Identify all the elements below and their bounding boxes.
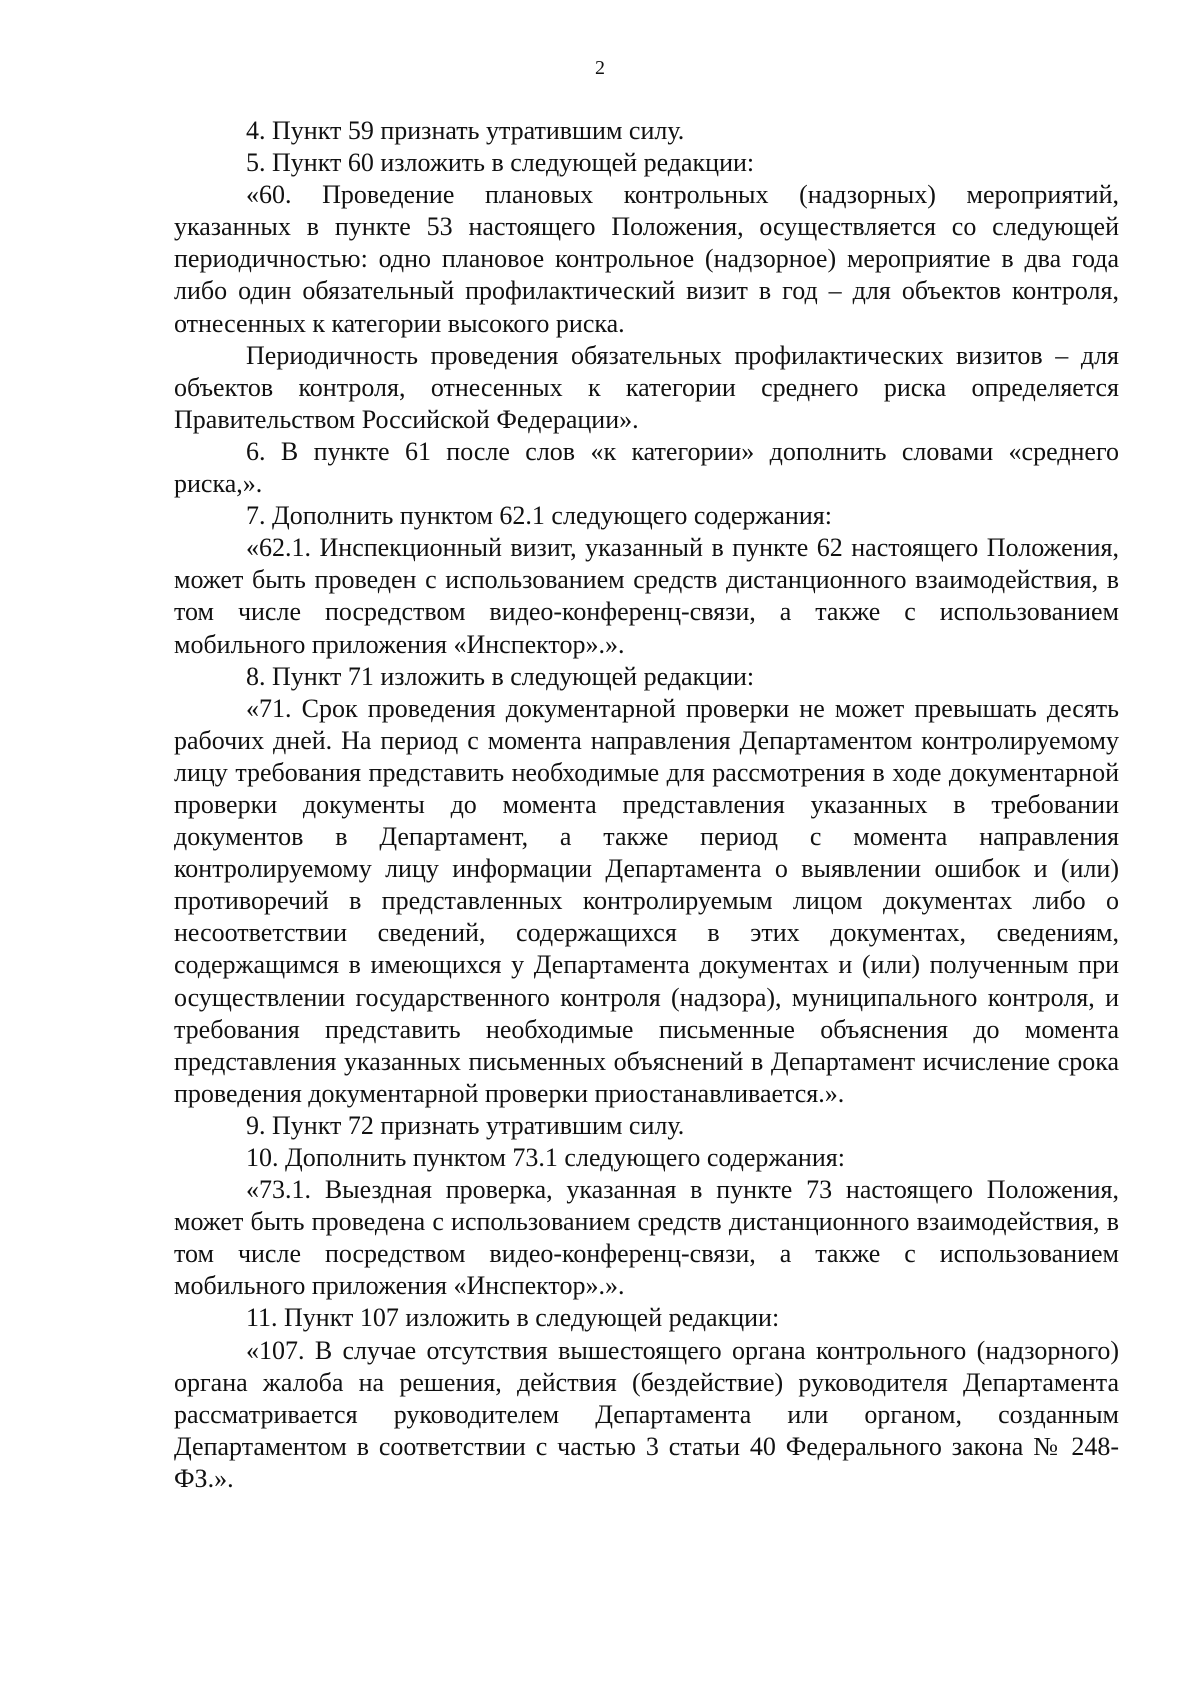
paragraph-item-10: 10. Дополнить пунктом 73.1 следующего содержания: (246, 1143, 845, 1172)
paragraph-item-8: 8. Пункт 71 изложить в следующей редакции: (246, 661, 755, 691)
page-number: 2 (595, 57, 605, 79)
paragraph-item-9: 9. Пункт 72 признать утратившим силу. (246, 1110, 685, 1140)
paragraph-point-107-text: «107. В случае отсутствия вышестоящего органа контрольного (надзорного) органа жалоба на решения, действия (бездействие) руководителя Департамента рассматривается руководителем Департамента или органом, созданным Департаментом в соответствии с частью 3 статьи 40 Федерального закона № 248-ФЗ.». (174, 1335, 1119, 1493)
paragraph-item-5: 5. Пункт 60 изложить в следующей редакции: (246, 148, 755, 178)
paragraph-item-7: 7. Дополнить пунктом 62.1 следующего содержания: (246, 501, 832, 531)
paragraph-item-6: 6. В пункте 61 после слов «к категории» дополнить словами «среднего риска,». (174, 436, 1119, 499)
document-body (174, 115, 1119, 1495)
paragraph-item-11: 11. Пункт 107 изложить в следующей редакции: (246, 1303, 780, 1333)
paragraph-point-71-text: «71. Срок проведения документарной проверки не может превышать десять рабочих дней. На период с момента направления Департаментом контролируемому лицу требования представить необходимые для рассмотрения в ходе документарной проверки документы до момента представления указанных в требовании документов в Департамент, а также период с момента направления контролируемому лицу информации Департамента о выявлении ошибок и (или) противоречий в представленных контролируемым лицом документах либо о несоответствии сведений, содержащихся в этих документах, сведениям, содержащимся в имеющихся у Департамента документах и (или) полученным при осуществлении государственного контроля (надзора), муниципального контроля, и требования представить необходимые письменные объяснения до момента представления указанных письменных объяснений в Департамент исчисление срока проведения документарной проверки приостанавливается.». (174, 693, 1119, 1108)
paragraph-point-62-1-text: «62.1. Инспекционный визит, указанный в пункте 62 настоящего Положения, может быть проведен с использованием средств дистанционного взаимодействия, в том числе посредством видео-конференц-связи, а также с использованием мобильного приложения «Инспектор».». (174, 533, 1119, 659)
paragraph-point-60-text: «60. Проведение плановых контрольных (надзорных) мероприятий, указанных в пункте 53 настоящего Положения, осуществляется со следующей периодичностью: одно плановое контрольное (надзорное) мероприятие в два года либо один обязательный профилактический визит в год – для объектов контроля, отнесенных к категории высокого риска. (174, 180, 1119, 338)
paragraph-item-4: 4. Пункт 59 признать утратившим силу. (246, 116, 685, 145)
paragraph-point-73-1-text: «73.1. Выездная проверка, указанная в пункте 73 настоящего Положения, может быть проведена с использованием средств дистанционного взаимодействия, в том числе посредством видео-конференц-связи, а также с использованием мобильного приложения «Инспектор».». (174, 1175, 1119, 1301)
paragraph-point-60-periodicity: Периодичность проведения обязательных профилактических визитов – для объектов контроля, отнесенных к категории среднего риска определяется Правительством Российской Федерации». (174, 340, 1119, 434)
